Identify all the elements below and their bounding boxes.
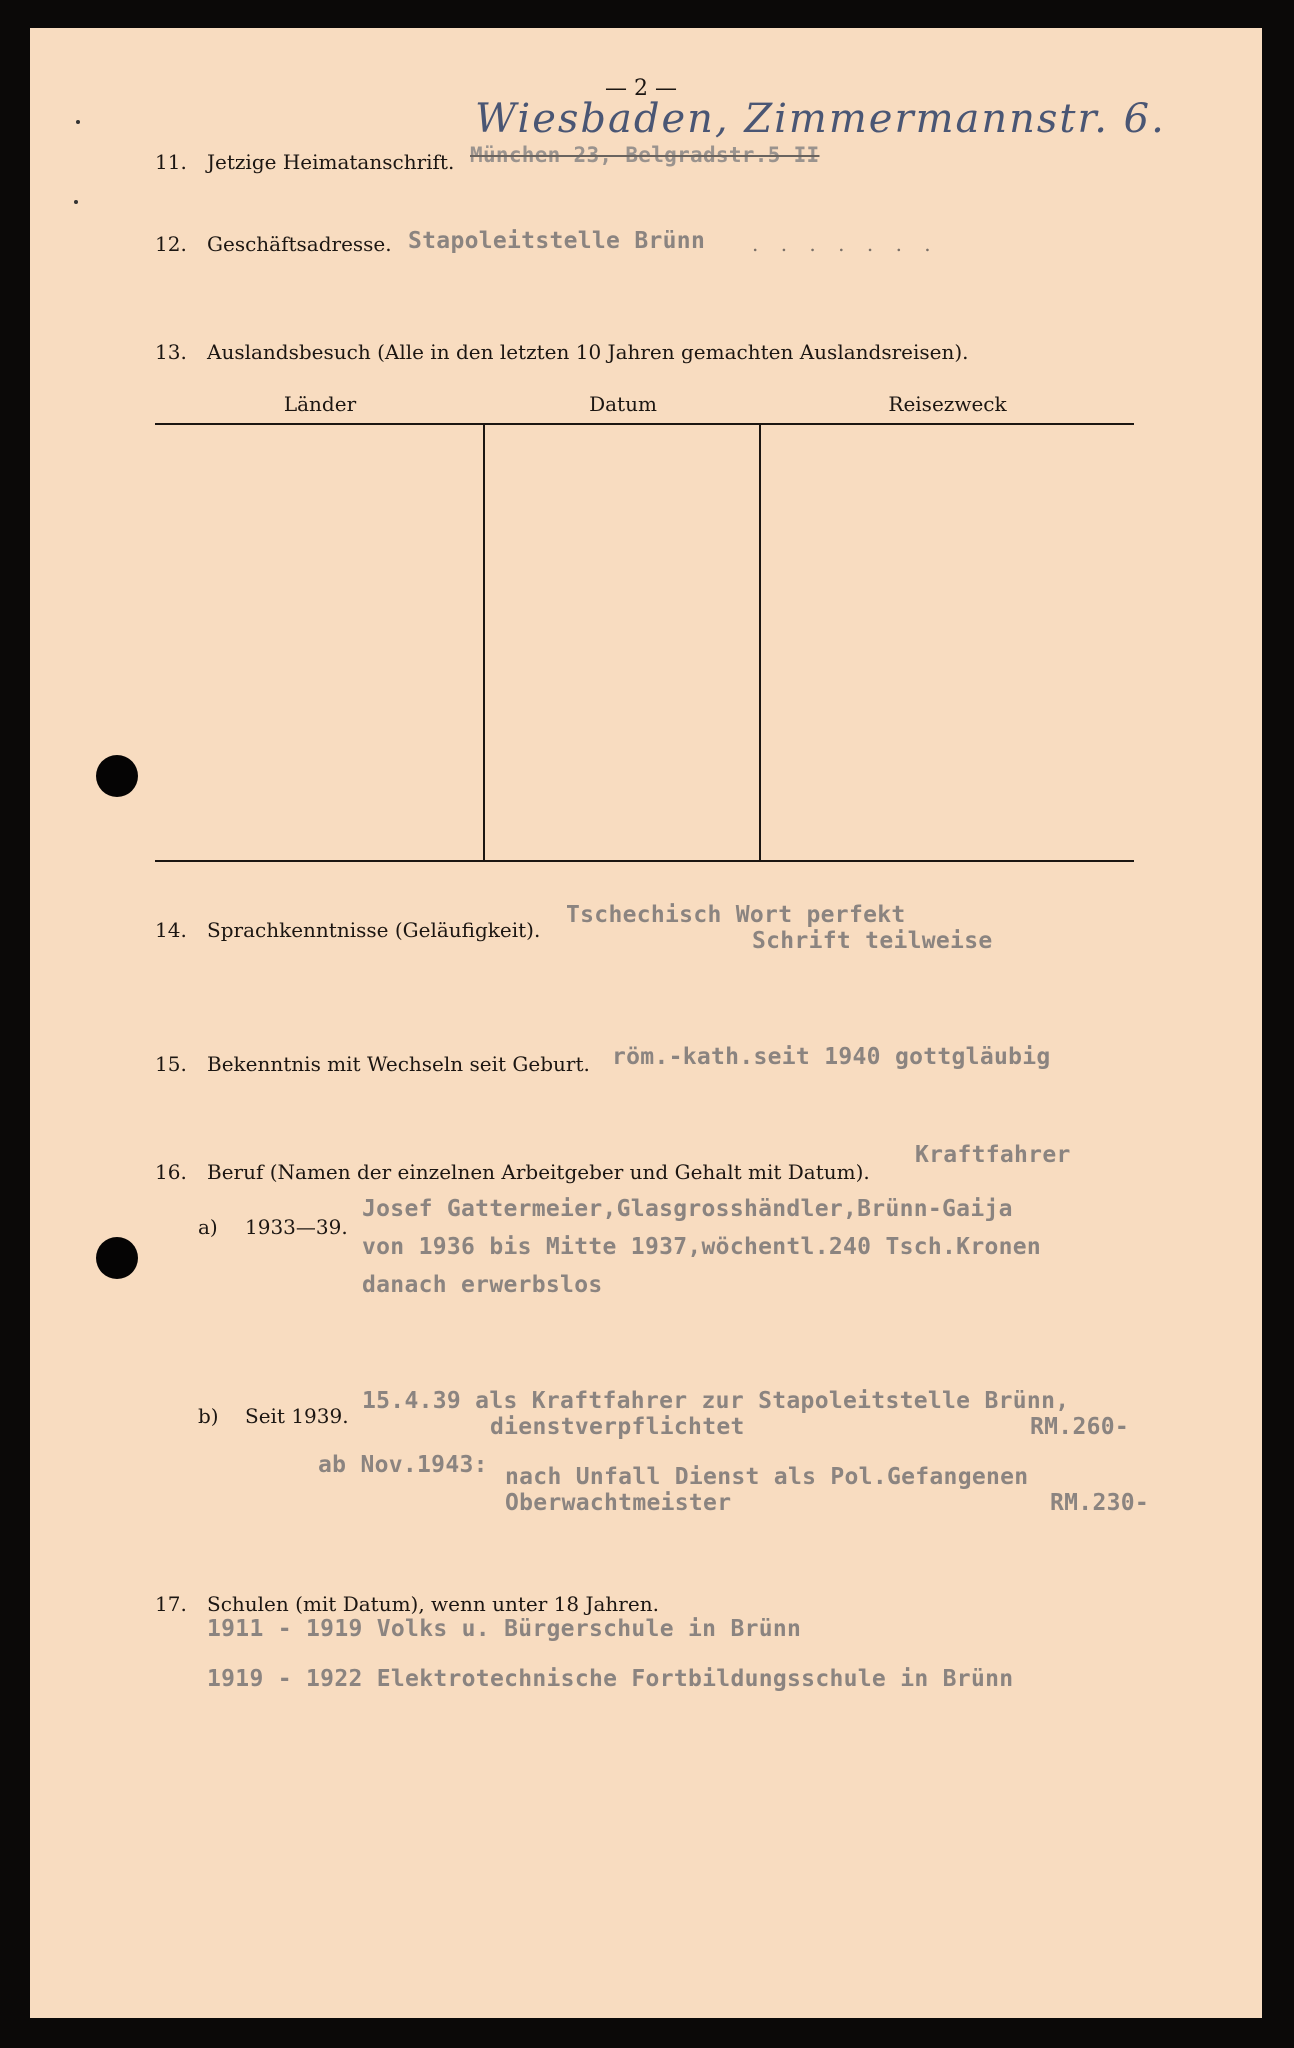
q17-label: Schulen (mit Datum), wenn unter 18 Jahren. — [207, 1592, 659, 1616]
q16-label: Beruf (Namen der einzelnen Arbeitgeber und Gehalt mit Datum). — [207, 1160, 870, 1184]
q15-value: röm.-kath.seit 1940 gottgläubig — [612, 1044, 1051, 1070]
q16b-years: Seit 1939. — [245, 1404, 349, 1428]
q16a-line-1: Josef Gattermeier,Glasgrosshändler,Brünn-Gaija — [362, 1196, 1013, 1222]
q16-row — [155, 1160, 870, 1184]
q15-label: Bekenntnis mit Wechseln seit Geburt. — [207, 1052, 590, 1076]
q15-number: 15. — [155, 1052, 187, 1076]
q16-title: Kraftfahrer — [915, 1142, 1071, 1168]
q13-number: 13. — [155, 340, 187, 364]
column-reisezweck: Reisezweck — [888, 392, 1007, 416]
handwritten-address: Wiesbaden, Zimmermannstr. 6. — [475, 96, 1166, 142]
table-top-rule — [155, 423, 1134, 425]
q16b-line-4-amount: RM.230- — [1050, 1490, 1150, 1516]
q12-value: Stapoleitstelle Brünn — [408, 228, 706, 254]
margin-mark — [76, 120, 80, 124]
q12-dots: . . . . . . . — [752, 232, 939, 256]
table-divider-1 — [483, 425, 485, 861]
table-bottom-rule — [155, 860, 1134, 862]
q16b-line-2-amount: RM.260- — [1030, 1414, 1130, 1440]
q16b-line-3-prefix: ab Nov.1943: — [318, 1452, 488, 1478]
q12-label: Geschäftsadresse. — [207, 232, 392, 256]
q16a-years: 1933—39. — [245, 1215, 348, 1239]
q11-row — [155, 150, 454, 174]
q14-label: Sprachkenntnisse (Geläufigkeit). — [207, 918, 541, 942]
q16a-line-2: von 1936 bis Mitte 1937,wöchentl.240 Tsch.Kronen — [362, 1234, 1042, 1260]
q14-number: 14. — [155, 918, 187, 942]
q16b-line-2: dienstverpflichtet — [490, 1414, 745, 1440]
q17-line-2: 1919 - 1922 Elektrotechnische Fortbildungsschule in Brünn — [207, 1666, 1014, 1692]
page-number: — 2 — — [605, 76, 677, 101]
q17-number: 17. — [155, 1592, 187, 1616]
punch-hole-top — [96, 755, 138, 797]
q17-row — [155, 1592, 659, 1616]
column-datum: Datum — [589, 392, 657, 416]
q16b-line-1: 15.4.39 als Kraftfahrer zur Stapoleitstelle Brünn, — [362, 1388, 1070, 1414]
q16b-line-4: Oberwachtmeister — [505, 1490, 732, 1516]
q14-line-2: Schrift teilweise — [752, 928, 993, 954]
form-page — [30, 28, 1262, 2018]
q16-number: 16. — [155, 1160, 187, 1184]
table-divider-2 — [759, 425, 761, 861]
q14-row — [155, 918, 540, 942]
q17-line-1: 1911 - 1919 Volks u. Bürgerschule in Brünn — [207, 1616, 802, 1642]
q16b-label: b) — [198, 1404, 219, 1428]
q16b-line-3: nach Unfall Dienst als Pol.Gefangenen — [505, 1464, 1029, 1490]
q16a-label: a) — [198, 1215, 218, 1239]
margin-mark — [74, 200, 78, 204]
q13-row — [155, 340, 969, 364]
q12-row — [155, 232, 392, 256]
q13-label: Auslandsbesuch (Alle in den letzten 10 Jahren gemachten Auslandsreisen). — [207, 340, 969, 364]
q11-number: 11. — [155, 150, 187, 174]
column-laender: Länder — [283, 392, 357, 416]
punch-hole-bottom — [96, 1237, 138, 1279]
q11-label: Jetzige Heimatanschrift. — [207, 150, 455, 174]
q12-number: 12. — [155, 232, 187, 256]
q16a-line-3: danach erwerbslos — [362, 1272, 603, 1298]
q14-line-1: Tschechisch Wort perfekt — [566, 902, 906, 928]
q15-row — [155, 1052, 590, 1076]
q11-struck-address: München 23, Belgradstr.5 II — [470, 143, 820, 167]
